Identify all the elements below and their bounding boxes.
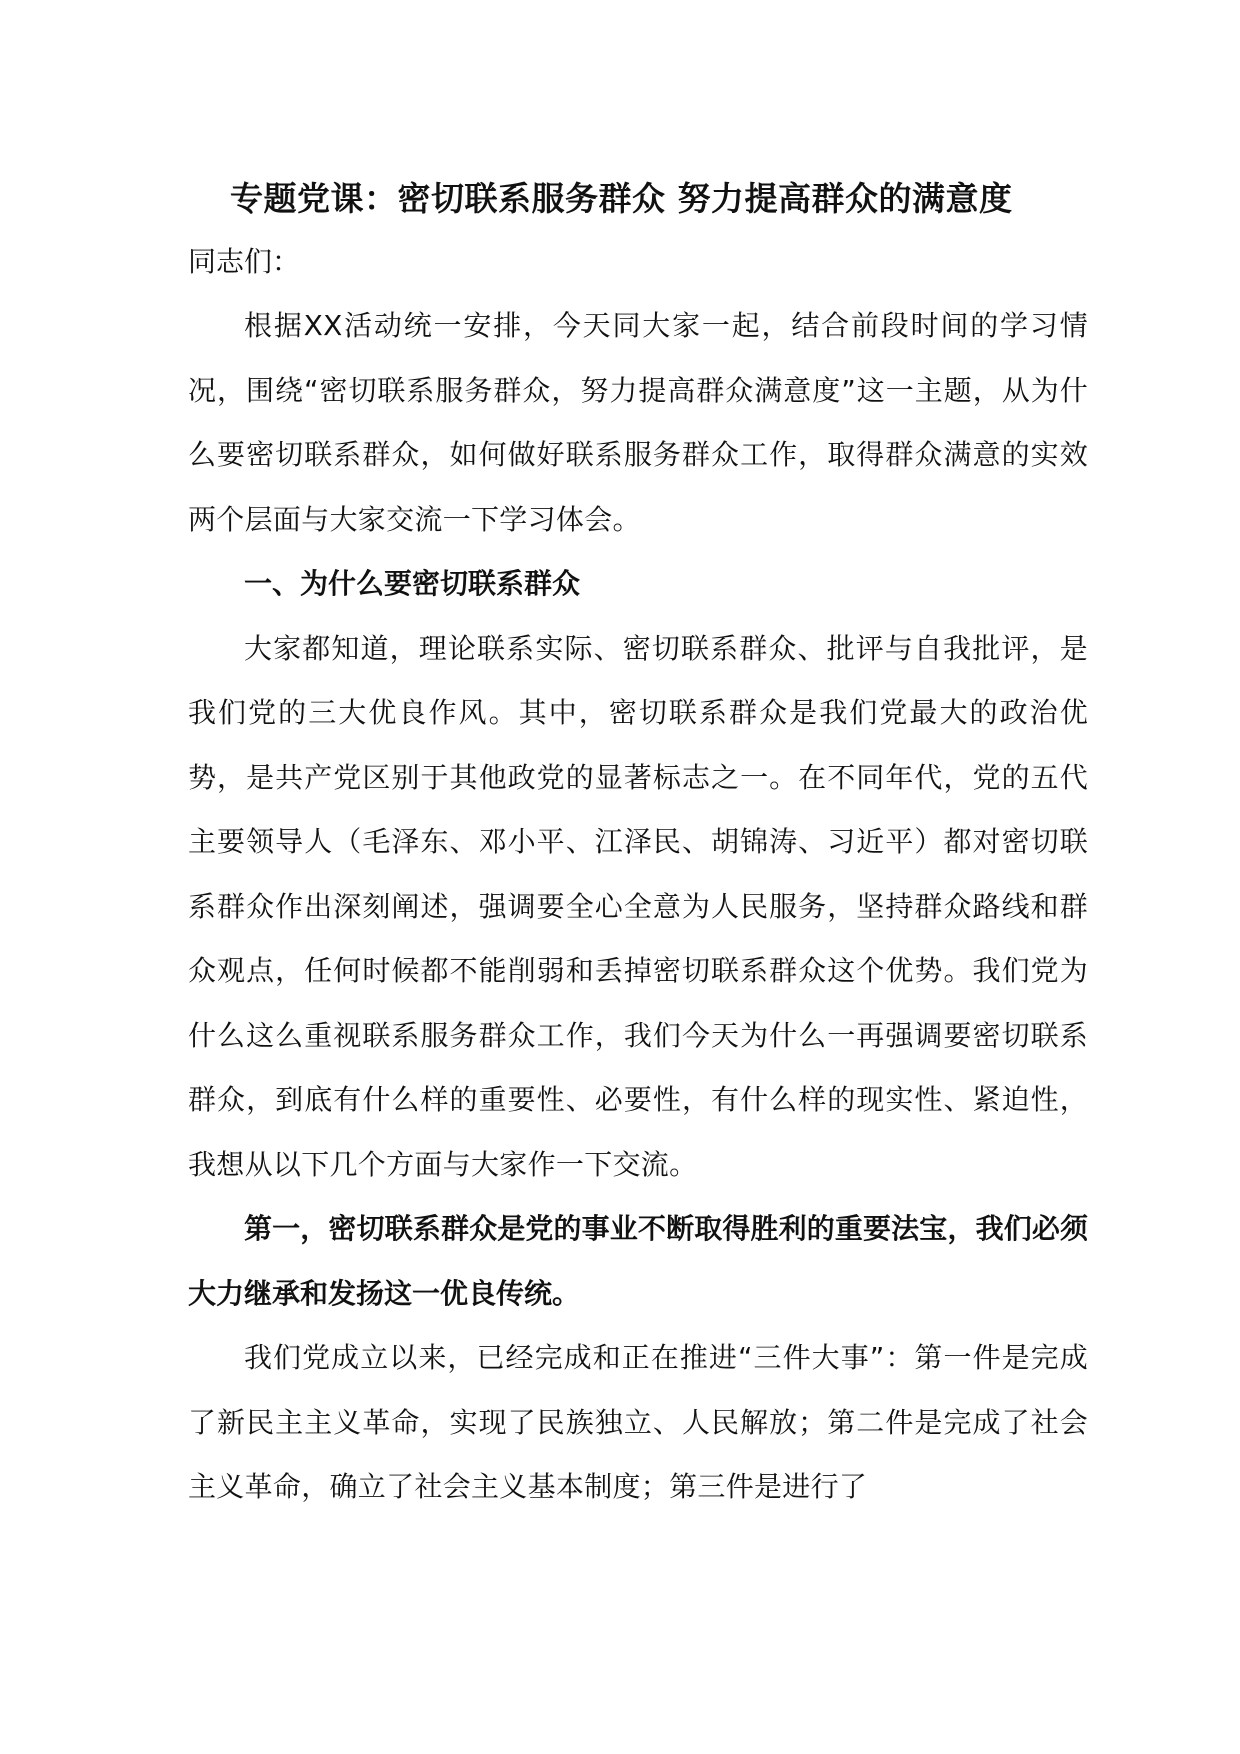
paragraph-subsection-1: 我们党成立以来，已经完成和正在推进“三件大事”：第一件是完成了新民主主义革命，实现了民族独立、人民解放；第二件是完成了社会主义革命，确立了社会主义基本制度；第三件是进行了	[188, 1341, 1088, 1503]
section-heading-1: 一、为什么要密切联系群众	[244, 567, 581, 600]
subsection-heading-1: 第一，密切联系群众是党的事业不断取得胜利的重要法宝，我们必须大力继承和发扬这一优良传统。	[188, 1212, 1088, 1310]
paragraph-section-1: 大家都知道，理论联系实际、密切联系群众、批评与自我批评，是我们党的三大优良作风。其中，密切联系群众是我们党最大的政治优势，是共产党区别于其他政党的显著标志之一。在不同年代，党的五代主要领导人（毛泽东、邓小平、江泽民、胡锦涛、习近平）都对密切联系群众作出深刻阐述，强调要全心全意为人民服务，坚持群众路线和群众观点，任何时候都不能削弱和丢掉密切联系群众这个优势。我们党为什么这么重视联系服务群众工作，我们今天为什么一再强调要密切联系群众，到底有什么样的重要性、必要性，有什么样的现实性、紧迫性，我想从以下几个方面与大家作一下交流。	[188, 631, 1088, 1181]
document-page	[188, 168, 1088, 1520]
document-title: 专题党课：密切联系服务群众 努力提高群众的满意度	[230, 179, 1013, 218]
paragraph-intro: 根据XX活动统一安排，今天同大家一起，结合前段时间的学习情况，围绕“密切联系服务群众，努力提高群众满意度”这一主题，从为什么要密切联系群众，如何做好联系服务群众工作，取得群众满意的实效两个层面与大家交流一下学习体会。	[188, 309, 1088, 536]
salutation: 同志们：	[188, 245, 301, 278]
